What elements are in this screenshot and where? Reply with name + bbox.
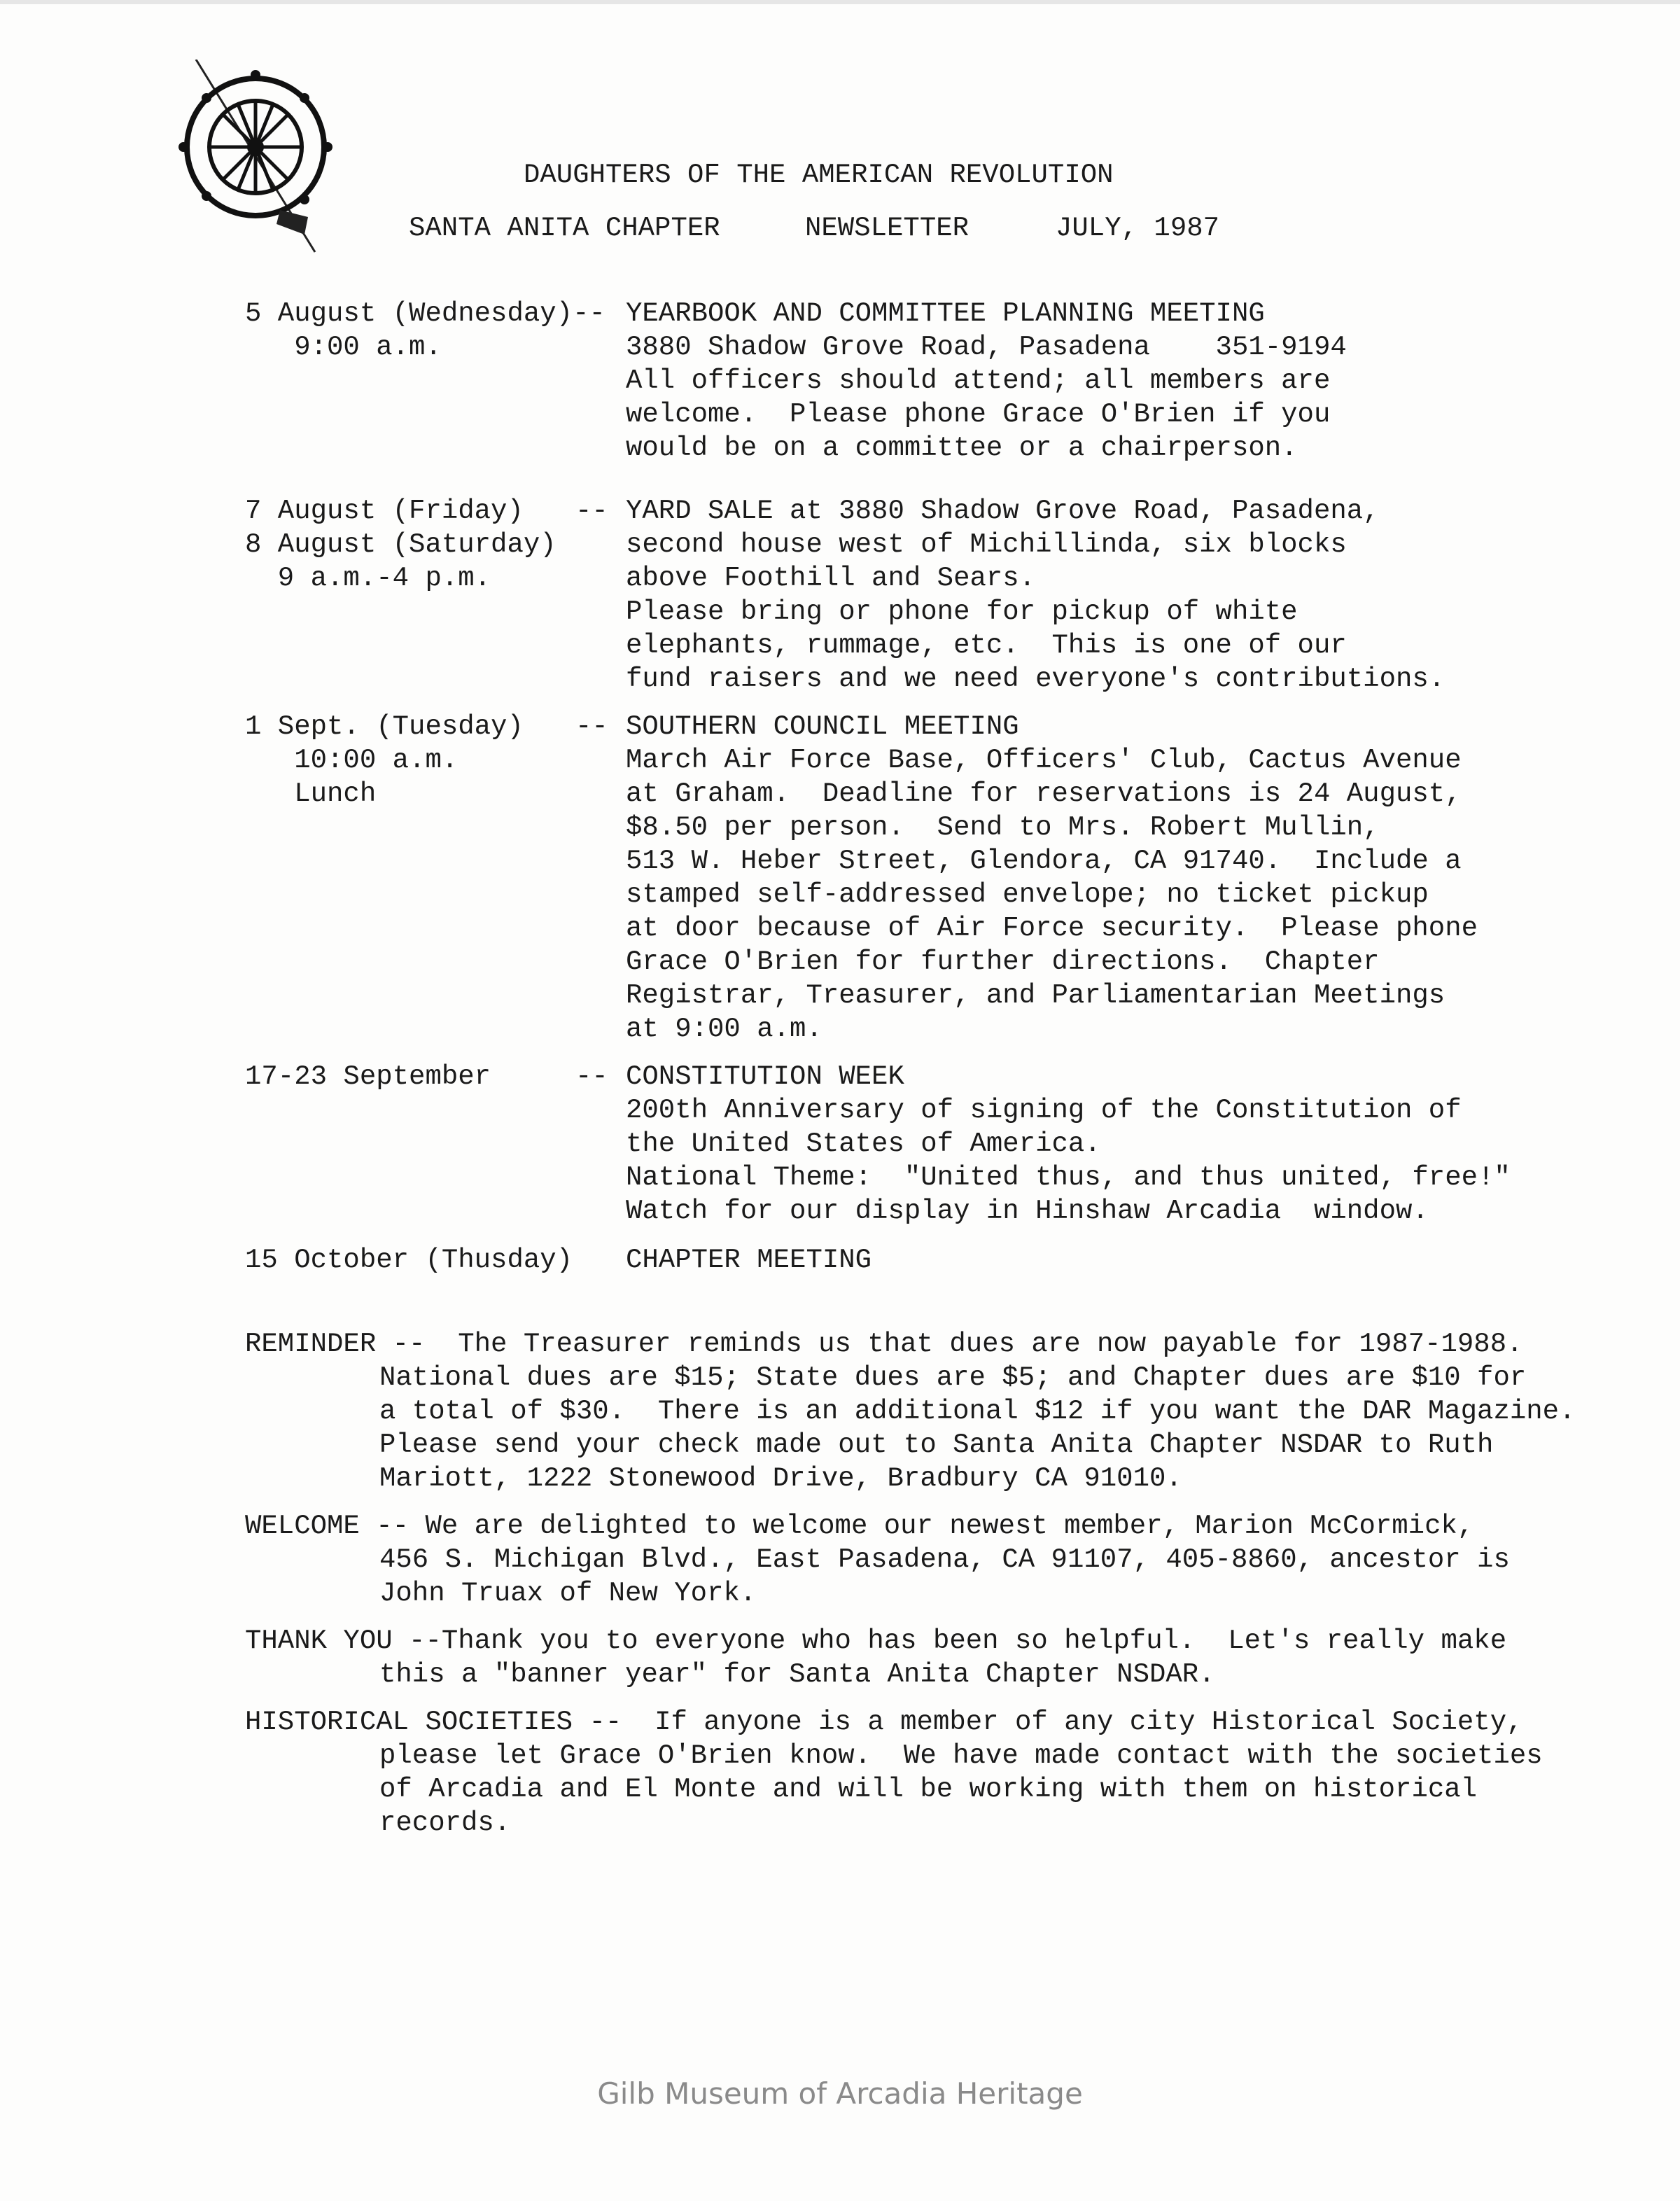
notice-line: this a "banner year" for Santa Anita Chapter NSDAR. — [379, 1659, 1215, 1690]
event-when-line: Lunch — [245, 778, 377, 809]
event-detail-line: Registrar, Treasurer, and Parliamentarian Meetings — [626, 980, 1446, 1011]
notice-first-line: WELCOME -- We are delighted to welcome our newest member, Marion McCormick, — [245, 1511, 1474, 1542]
event-dash: -- — [575, 1061, 608, 1092]
event-detail-line: All officers should attend; all members are — [626, 365, 1331, 396]
notice-line: 456 S. Michigan Blvd., East Pasadena, CA 91107, 405-8860, ancestor is — [379, 1544, 1510, 1575]
event-when-line: 9 a.m.-4 p.m. — [245, 563, 491, 594]
notice-line: of Arcadia and El Monte and will be working with them on historical — [379, 1774, 1478, 1805]
notice-line: National dues are $15; State dues are $5; and Chapter dues are $10 for — [379, 1362, 1527, 1393]
scan-edge — [0, 0, 1680, 4]
event-heading: CONSTITUTION WEEK — [626, 1061, 904, 1092]
event-detail-line: Watch for our display in Hinshaw Arcadia window. — [626, 1196, 1429, 1227]
event-detail-line: second house west of Michillinda, six blocks — [626, 529, 1347, 560]
event-when-line: 15 October (Thusday) — [245, 1245, 573, 1276]
notice-first-line: HISTORICAL SOCIETIES -- If anyone is a member of any city Historical Society, — [245, 1707, 1523, 1738]
event-detail-line: fund raisers and we need everyone's contributions. — [626, 664, 1446, 694]
event-when-line: 5 August (Wednesday)-- — [245, 298, 606, 329]
notice-line: a total of $30. There is an additional $12 if you want the DAR Magazine. — [379, 1396, 1576, 1427]
event-detail-line: elephants, rummage, etc. This is one of our — [626, 630, 1347, 661]
newsletter-title: DAUGHTERS OF THE AMERICAN REVOLUTION — [524, 160, 1114, 190]
event-detail-line: stamped self-addressed envelope; no ticket pickup — [626, 879, 1429, 910]
notice-line: John Truax of New York. — [379, 1578, 757, 1609]
event-detail-line: welcome. Please phone Grace O'Brien if you — [626, 399, 1331, 430]
event-detail-line: 3880 Shadow Grove Road, Pasadena 351-9194 — [626, 332, 1347, 363]
event-detail-line: at Graham. Deadline for reservations is 24 August, — [626, 778, 1462, 809]
event-detail-line: 513 W. Heber Street, Glendora, CA 91740. Include a — [626, 846, 1462, 876]
notice-line: Mariott, 1222 Stonewood Drive, Bradbury CA 91010. — [379, 1463, 1182, 1494]
event-detail-line: 200th Anniversary of signing of the Constitution of — [626, 1095, 1462, 1126]
event-detail-line: at 9:00 a.m. — [626, 1014, 822, 1044]
event-detail-line: March Air Force Base, Officers' Club, Cactus Avenue — [626, 745, 1462, 776]
notice-line: please let Grace O'Brien know. We have made contact with the societies — [379, 1740, 1543, 1771]
event-details — [626, 1060, 1511, 1228]
event-heading: CHAPTER MEETING — [626, 1245, 872, 1276]
event-when-line: 9:00 a.m. — [245, 332, 442, 363]
event-detail-line: National Theme: "United thus, and thus united, free!" — [626, 1162, 1511, 1193]
notice-line: Please send your check made out to Santa Anita Chapter NSDAR to Ruth — [379, 1430, 1494, 1460]
notice-first-line: THANK YOU --Thank you to everyone who has been so helpful. Let's really make — [245, 1626, 1507, 1656]
notice-first-line: REMINDER -- The Treasurer reminds us that dues are now payable for 1987-1988. — [245, 1329, 1523, 1360]
event-when-line: 1 Sept. (Tuesday) — [245, 711, 524, 742]
event-detail-line: $8.50 per person. Send to Mrs. Robert Mullin, — [626, 812, 1380, 843]
event-heading: YARD SALE at 3880 Shadow Grove Road, Pasadena, — [626, 496, 1380, 526]
event-details — [626, 297, 1347, 465]
event-dash: -- — [575, 496, 608, 526]
event-detail-line: Please bring or phone for pickup of white — [626, 596, 1298, 627]
event-details — [626, 1243, 872, 1277]
event-when — [245, 297, 606, 364]
event-when-line: 7 August (Friday) — [245, 496, 524, 526]
event-detail-line: above Foothill and Sears. — [626, 563, 1036, 594]
event-detail-line: the United States of America. — [626, 1129, 1101, 1159]
event-details — [626, 494, 1445, 696]
event-detail-line: at door because of Air Force security. Please phone — [626, 913, 1478, 944]
event-when-line: 10:00 a.m. — [245, 745, 458, 776]
newsletter-date: JULY, 1987 — [1056, 213, 1220, 244]
event-when — [245, 494, 556, 595]
event-dash: -- — [575, 711, 608, 742]
event-when — [245, 1243, 573, 1277]
event-details — [626, 710, 1478, 1046]
event-when-line: 8 August (Saturday) — [245, 529, 556, 560]
event-detail-line: would be on a committee or a chairperson. — [626, 433, 1298, 463]
event-detail-line: Grace O'Brien for further directions. Chapter — [626, 946, 1380, 977]
event-when — [245, 1060, 491, 1093]
event-when — [245, 710, 524, 811]
notice-line: records. — [379, 1808, 511, 1838]
dar-insignia-logo — [175, 60, 336, 256]
event-heading: SOUTHERN COUNCIL MEETING — [626, 711, 1019, 742]
event-heading: YEARBOOK AND COMMITTEE PLANNING MEETING — [626, 298, 1265, 329]
newsletter-label: NEWSLETTER — [805, 213, 969, 244]
event-when-line: 17-23 September — [245, 1061, 491, 1092]
chapter-name: SANTA ANITA CHAPTER — [409, 213, 720, 244]
archive-watermark: Gilb Museum of Arcadia Heritage — [597, 2076, 1083, 2111]
